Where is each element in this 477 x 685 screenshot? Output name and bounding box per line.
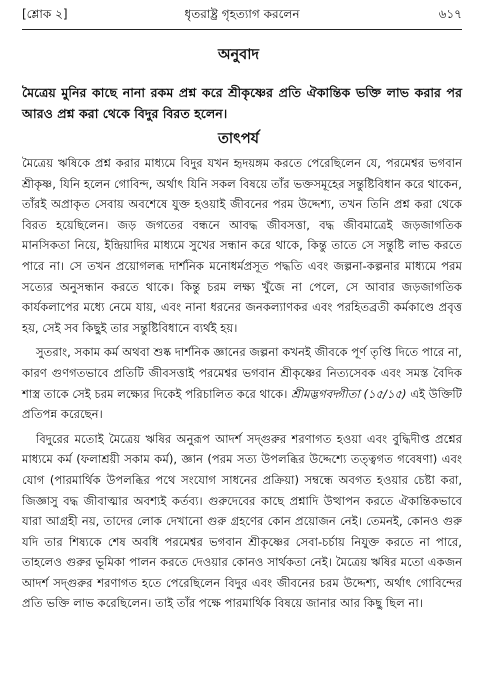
header-divider: [22, 29, 462, 30]
purport-paragraph-2: [22, 342, 462, 424]
page-header: [22, 6, 462, 24]
translation-text: মৈত্রেয় মুনির কাছে নানা রকম প্রশ্ন করে শ্রীকৃষ্ণের প্রতি ঐকান্তিক ভক্তি লাভ করার পর আরও প্রশ্ন করা থেকে বিদুর বিরত হলেন।: [22, 85, 462, 121]
running-title: ধৃতরাষ্ট্র গৃহত্যাগ করলেন: [184, 7, 300, 21]
purport-paragraph-1: মৈত্রেয় ঋষিকে প্রশ্ন করার মাধ্যমে বিদুর যখন হৃদয়ঙ্গম করতে পেরেছিলেন যে, পরমেশ্বর ভগবান শ্রীকৃষ্ণ, যিনি হলেন গোবিন্দ, অর্থাৎ যিনি সকল বিষয়ে তাঁর ভক্তসমূহের সন্তুষ্টিবিধান করে থাকেন, তাঁরই অপ্রাকৃত সেবায় অবশেষে যুক্ত হওয়াই জীবনের পরম উদ্দেশ্য, তখন তিনি প্রশ্ন করা থেকে বিরত হয়েছিলেন। জড় জগতের বন্ধনে আবদ্ধ জীবসত্তা, বদ্ধ জীবমাত্রেই জড়জাগতিক মানসিকতা নিয়ে, ইন্দ্রিয়াদির মাধ্যমে সুখের সন্ধান করে থাকে, কিন্তু তাতে সে সন্তুষ্টি লাভ করতে পারে না। সে তখন প্রয়োগলব্ধ দার্শনিক মনোধর্মপ্রসূত পদ্ধতি এবং জল্পনা-কল্পনার মাধ্যমে পরম সত্যের অনুসন্ধান করতে থাকে। কিন্তু চরম লক্ষ্য খুঁজে না পেলে, সে আবার জড়জাগতিক কার্যকলাপের মধ্যে নেমে যায়, এবং নানা ধরনের জনকল্যাণকর এবং পরহিতব্রতী কর্মকাণ্ডে প্রবৃত্ত হয়, সেই সব কিছুই তার সন্তুষ্টিবিধানে ব্যর্থই হয়।: [22, 156, 462, 335]
translation-heading: অনুবাদ: [217, 47, 260, 63]
page-number: ৬১৭: [438, 7, 462, 21]
purport-body: [22, 153, 462, 614]
verse-reference: [শ্লোক ২]: [22, 7, 68, 21]
purport-heading: তাৎপর্য: [217, 131, 260, 147]
purport-paragraph-3: বিদুরের মতোই মৈত্রেয় ঋষির অনুরূপ আদর্শ সদ্গুরুর শরণাগত হওয়া এবং বুদ্ধিদীপ্ত প্রশ্নের মাধ্যমে কর্ম (ফলাশ্রয়ী সকাম কর্ম), জ্ঞান (পরম সত্য উপলব্ধির উদ্দেশ্যে তত্ত্বগত গবেষণা) এবং যোগ (পারমার্থিক উপলব্ধির পথে সংযোগ সাধনের প্রক্রিয়া) সম্বন্ধে অবগত হওয়ার চেষ্টা করা, জিজ্ঞাসু বদ্ধ জীবাত্মার অবশ্যই কর্তব্য। গুরুদেবের কাছে প্রশ্নাদি উত্থাপন করতে ঐকান্তিকভাবে যারা আগ্রহী নয়, তাদের লোক দেখানো গুরু গ্রহণের কোন প্রয়োজন নেই। তেমনই, কোনও গুরু যদি তার শিষ্যকে শেষ অবধি পরমেশ্বর ভগবান শ্রীকৃষ্ণের সেবা-চর্চায় নিযুক্ত করতে না পারে, তাহলেও গুরুর ভূমিকা পালন করতে দেওয়ার কোনও সার্থকতা নেই। মৈত্রেয় ঋষির মতো একজন আদর্শ সদ্গুরুর শরণাগত হতে পেরেছিলেন বিদুর এবং জীবনের চরম উদ্দেশ্য, অর্থাৎ গোবিন্দের প্রতি ভক্তি লাভ করেছিলেন। তাই তাঁর পক্ষে পারমার্থিক বিষয়ে জানার আর কিছু ছিল না।: [22, 431, 462, 611]
paragraph-2-ending: এই উক্তিটি প্রতিপন্ন করেছেন।: [22, 386, 462, 422]
paragraph-2-text: সুতরাং, সকাম কর্ম অথবা শুষ্ক দার্শনিক জ্ঞানের জল্পনা কখনই জীবকে পূর্ণ তৃপ্তি দিতে পারে না, কারণ গুণগতভাবে প্রতিটি জীবসত্তাই পরমেশ্বর ভগবান শ্রীকৃষ্ণের নিত্যসেবক এবং সমস্ত বৈদিক শাস্ত্র তাকে সেই চরম লক্ষ্যের দিকেই পরিচালিত করে থাকে।: [22, 345, 462, 401]
scripture-reference: শ্রীমদ্ভগবদ্গীতা (১৫/১৫): [291, 386, 407, 401]
